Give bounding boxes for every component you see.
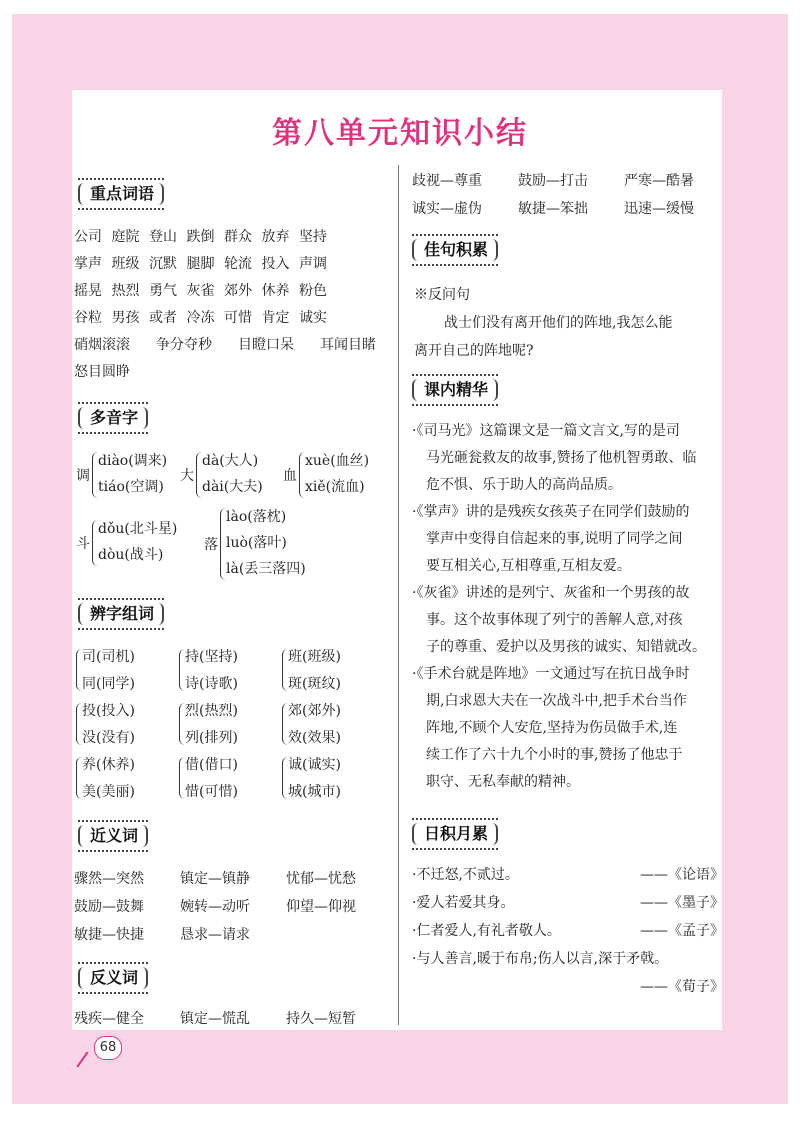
quote-source: ——《孟子》 [640,923,724,939]
distinguish-item: 持(坚持) [185,649,238,665]
key-word: 坚持 [299,229,327,245]
quote-text: ·爱人若爱其身。 [412,895,515,911]
polyphone-item: là(丢三落四) [226,561,306,577]
polyphone-item: xuè(血丝) [305,453,370,469]
quote-source: ——《荀子》 [640,979,724,995]
key-word: 休养 [261,283,290,299]
section-tag-antonyms: 反义词 [78,962,148,994]
distinguish-item: 诗(诗歌) [185,676,238,692]
key-word: 怒目圆睁 [74,364,130,380]
synonym-pair: 敏捷—快捷 [74,927,144,943]
polyphone-char: 调 [76,468,90,484]
distinguish-item: 班(班级) [288,649,341,665]
antonym-pair: 敏捷—笨拙 [518,201,588,217]
key-word: 掌声 [74,256,102,272]
distinguish-item: 斑(斑纹) [288,676,341,692]
distinguish-item: 列(排列) [185,730,238,746]
key-word: 粉色 [299,283,327,299]
antonym-pair: 镇定—慌乱 [180,1011,250,1027]
key-word: 登山 [149,229,177,245]
distinguish-item: 司(司机) [82,649,135,665]
essence-line: ·《灰雀》讲述的是列宁、灰雀和一个男孩的故 [412,585,690,601]
polyphone-item: diào(调来) [98,453,168,469]
key-word: 可惜 [224,310,252,326]
distinguish-item: 没(没有) [82,730,135,746]
polyphone-char: 血 [283,468,297,484]
essence-line: 续工作了六十九个小时的事,赞扬了他忠于 [426,747,683,763]
sentence-type: ※反问句 [414,287,470,303]
key-word: 争分夺秒 [156,337,212,353]
section-tag-polyphones: 多音字 [78,402,148,434]
distinguish-item: 诚(诚实) [288,757,341,773]
section-tag-distinguish: 辨字组词 [78,598,164,630]
synonym-pair: 恳求—请求 [180,927,250,943]
polyphone-item: dǒu(北斗星) [98,521,178,537]
essence-line: 子的尊重、爱护以及男孩的诚实、知错就改。 [426,639,706,655]
key-word: 目瞪口呆 [238,337,294,353]
distinguish-item: 烈(热烈) [185,703,238,719]
distinguish-item: 郊(郊外) [288,703,341,719]
antonym-pair: 严寒—酷暑 [624,173,694,189]
essence-line: 马光砸瓮救友的故事,赞扬了他机智勇敢、临 [426,450,697,466]
antonym-pair: 诚实—虚伪 [412,201,482,217]
distinguish-item: 借(借口) [185,757,238,773]
sentence-line-1: 战士们没有离开他们的阵地,我怎么能 [444,315,673,331]
synonym-pair: 婉转—动听 [180,899,250,915]
essence-line: 阵地,不顾个人安危,坚持为伤员做手术,连 [426,720,678,736]
key-word: 或者 [149,310,177,326]
distinguish-item: 惜(可惜) [185,784,238,800]
essence-line: ·《掌声》讲的是残疾女孩英子在同学们鼓励的 [412,504,690,520]
antonym-pair: 持久—短暂 [286,1011,356,1027]
distinguish-item: 美(美丽) [82,784,135,800]
synonym-pair: 仰望—仰视 [286,899,356,915]
distinguish-item: 养(休养) [82,757,135,773]
key-word: 冷冻 [186,310,215,326]
polyphone-char: 大 [180,468,194,484]
polyphone-item: dà(大人) [202,453,259,469]
antonym-pair: 歧视—尊重 [412,173,482,189]
essence-line: ·《手术台就是阵地》一文通过写在抗日战争时 [412,666,690,682]
quote-text: ·不迁怒,不贰过。 [412,867,519,883]
synonym-pair: 镇定—镇静 [180,871,250,887]
key-word: 轮流 [224,256,252,272]
essence-line: 事。这个故事体现了列宁的善解人意,对孩 [426,612,683,628]
key-word: 摇晃 [74,283,102,299]
key-word: 放弃 [261,229,290,245]
sentence-line-2: 离开自己的阵地呢? [414,343,534,359]
polyphone-item: dài(大夫) [202,479,263,495]
antonym-pair: 残疾—健全 [74,1011,144,1027]
essence-line: 期,白求恩大夫在一次战斗中,把手术台当作 [426,693,687,709]
key-word: 跌倒 [186,229,215,245]
page-title: 第八单元知识小结 [272,116,528,151]
key-word: 男孩 [111,310,140,326]
essence-line: 掌声中变得自信起来的事,说明了同学之间 [426,531,683,547]
key-word: 诚实 [299,310,327,326]
key-word: 勇气 [149,283,177,299]
polyphone-item: tiáo(空调) [98,479,164,495]
key-word: 公司 [74,229,102,245]
key-word: 投入 [261,256,290,272]
distinguish-item: 投(投入) [82,703,135,719]
section-tag-essence: 课内精华 [412,374,498,406]
synonym-pair: 鼓励—鼓舞 [74,899,144,915]
key-word: 腿脚 [186,256,215,272]
key-word: 郊外 [224,283,252,299]
distinguish-item: 效(效果) [288,730,341,746]
section-tag-key-words: 重点词语 [78,178,164,210]
section-tag-daily: 日积月累 [412,818,498,850]
key-word: 声调 [299,256,327,272]
page-number: 68 [94,1036,122,1060]
polyphone-char: 落 [204,537,218,553]
antonym-pair: 鼓励—打击 [518,173,588,189]
quote-text: ·仁者爱人,有礼者敬人。 [412,923,561,939]
footer-band [12,1030,788,1104]
polyphone-item: xiě(流血) [305,479,365,495]
synonym-pair: 忧郁—忧愁 [286,871,356,887]
key-word: 耳闻目睹 [320,337,376,353]
key-word: 班级 [111,256,140,272]
polyphone-item: lào(落枕) [226,509,287,525]
polyphone-char: 斗 [76,536,90,552]
polyphone-item: dòu(战斗) [98,547,164,563]
quote-source: ——《论语》 [640,867,724,883]
polyphone-item: luò(落叶) [226,535,287,551]
key-word: 肯定 [261,310,290,326]
column-divider [398,165,399,1025]
key-word: 硝烟滚滚 [74,337,130,353]
essence-line: 要互相关心,互相尊重,互相友爱。 [426,558,631,574]
section-tag-sentences: 佳句积累 [412,234,498,266]
quote-source: ——《墨子》 [640,895,724,911]
synonym-pair: 骤然—突然 [74,871,144,887]
essence-line: 职守、无私奉献的精神。 [426,774,580,790]
quote-text: ·与人善言,暖于布帛;伤人以言,深于矛戟。 [412,951,669,967]
antonym-pair: 迅速—缓慢 [624,201,694,217]
distinguish-item: 城(城市) [288,784,341,800]
essence-line: 危不惧、乐于助人的高尚品质。 [426,477,622,493]
key-word: 灰雀 [186,283,215,299]
key-word: 群众 [224,229,252,245]
key-word: 沉默 [149,256,177,272]
essence-line: ·《司马光》这篇课文是一篇文言文,写的是司 [412,423,680,439]
key-word: 谷粒 [74,310,102,326]
distinguish-item: 同(同学) [82,676,135,692]
key-word: 热烈 [111,283,140,299]
key-word: 庭院 [111,229,140,245]
section-tag-synonyms: 近义词 [78,820,148,852]
